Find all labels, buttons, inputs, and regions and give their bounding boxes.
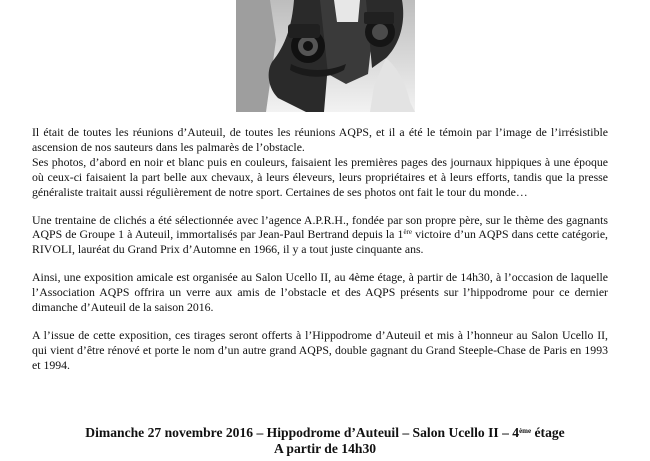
event-date-start: Dimanche 27 novembre 2016 – Hippodrome d’Auteuil – Salon Ucello II – 4: [85, 425, 520, 440]
event-date-line: [30, 425, 620, 441]
intro-paragraph-line-2: Ses photos, d’abord en noir et blanc puis en couleurs, faisaient les premières pages des journaux hippiques à une époque où ceux-ci faisaient la part belle aux chevaux, à leurs éleveurs, leurs propriétaires et à leurs efforts, tandis que la presse généraliste traitait aussi régulièrement de notre sport. Certaines de ses photos ont fait le tour du monde…: [32, 154, 608, 199]
article-body: [32, 125, 608, 373]
exhibition-paragraph: [32, 213, 608, 258]
photographer-photo: [236, 0, 415, 112]
exhibition-paragraph-start: Une trentaine de clichés a été sélectionnée avec l’agence A.P.R.H., fondée par son propre père, sur le thème des gagnants AQPS de Groupe 1 à Auteuil, immortalisés par Jean-Paul Bertrand depuis la 1: [32, 212, 608, 242]
donation-paragraph: A l’issue de cette exposition, ces tirages seront offerts à l’Hippodrome d’Auteuil et mis à l’honneur au Salon Ucello II, qui vient d’être rénové et porte le nom d’un autre grand AQPS, double gagnant du Grand Steeple-Chase de Paris en 1993 et 1994.: [32, 327, 608, 372]
camera-icon: [236, 0, 415, 112]
event-footer: [30, 425, 620, 457]
event-time-line: A partir de 14h30: [273, 441, 377, 456]
exhibition-paragraph-end: victoire d’un AQPS dans cette catégorie, RIVOLI, lauréat du Grand Prix d’Automne en 1966, il y a tout juste cinquante ans.: [32, 227, 609, 257]
intro-paragraph-line-1: Il était de toutes les réunions d’Auteuil, de toutes les réunions AQPS, et il a été le témoin par l’image de l’irrésistible ascension de nos sauteurs dans les palmarès de l’obstacle.: [32, 125, 608, 154]
ordinal-superscript: ère: [403, 228, 412, 237]
floor-superscript: ème: [519, 427, 532, 435]
event-date-end: étage: [531, 425, 565, 440]
event-paragraph: Ainsi, une exposition amicale est organisée au Salon Ucello II, au 4ème étage, à partir de 14h30, à l’occasion de laquelle l’Association AQPS offrira un verre aux amis de l’obstacle et des AQPS présents sur l’hippodrome pour ce dernier dimanche d’Auteuil de la saison 2016.: [32, 270, 608, 315]
